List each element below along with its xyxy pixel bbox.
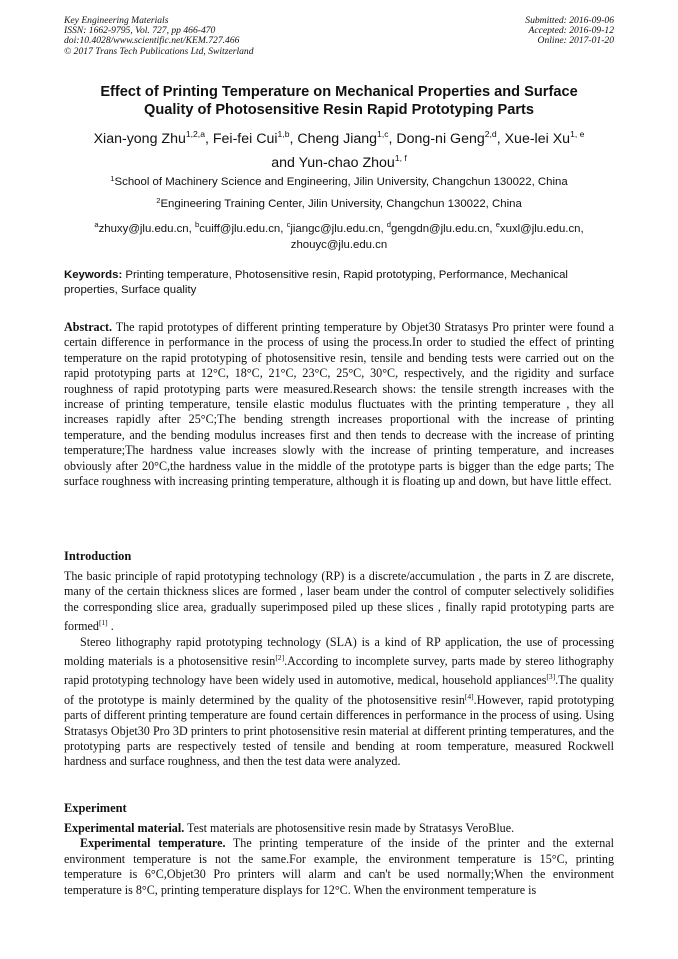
affiliation-1	[40, 172, 638, 189]
journal-info	[64, 16, 254, 57]
author-name: Cheng Jiang	[297, 131, 378, 147]
author-affil-sup: 1,b	[277, 129, 290, 139]
material-label: Experimental material.	[64, 821, 185, 835]
author-affil-sup: 1, f	[394, 153, 407, 163]
email-address: cuiff@jlu.edu.cn,	[199, 223, 287, 235]
intro-text: .However, rapid prototyping parts of different printing temperature are found certain differences in performance in the process of using. Using Stratasys Objet30 Pro 3D printers to print photosensitive resin material at different printing temperatures, and the prototyping parts are respectively tested of tensile and bending at room temperature, measured Rockwell hardness and surface roughness, and then the test data were analyzed.	[64, 692, 615, 769]
citation-ref: [4]	[464, 691, 474, 701]
email-address: jiangc@jlu.edu.cn,	[290, 223, 387, 235]
affiliation-2	[40, 194, 638, 211]
experiment-body	[64, 821, 614, 898]
intro-text: Stereo lithography rapid prototyping technology (SLA) is a kind of RP application, the use of processing molding materials is a photosensitive resin	[64, 634, 614, 669]
affiliation-text: School of Machinery Science and Engineering, Jilin University, Changchun 130022, China	[114, 176, 568, 188]
introduction-body	[64, 569, 614, 770]
intro-text: .	[107, 619, 114, 634]
journal-name: Key Engineering Materials	[64, 15, 169, 26]
publication-dates	[525, 16, 614, 47]
paper-title	[50, 83, 628, 119]
email-address: xuxl@jlu.edu.cn,	[499, 223, 584, 235]
author-separator: ,	[204, 131, 213, 147]
email-sup: b	[194, 220, 200, 229]
email-sup: e	[495, 220, 500, 229]
author-name: and Yun-chao Zhou	[271, 155, 395, 171]
introduction-heading: Introduction	[64, 549, 132, 563]
temperature-text: The printing temperature of the inside of the printer and the external environment temperature is not the same.For example, the environment temperature is 15°C, printing temperature is 6°C,Objet30 Pro printers will alarm and can't be used normally;When the environment temperature is 8°C, printing temperature displays for 12°C. When the environment temperature is	[64, 836, 614, 897]
intro-text: .The quality of the prototype is mainly determined by the quality of the photosensitive resin	[64, 673, 615, 707]
abstract	[64, 320, 614, 489]
intro-text: The basic principle of rapid prototyping technology (RP) is a discrete/accumulation , the parts in Z are discrete, many of the certain thickness slices are formed , laser beam under the control of computer selectively solidifies the corresponding slice area, gradually superimposed piled up these slices , finally rapid prototyping parts are formed	[64, 569, 614, 634]
intro-text: .According to incomplete survey, parts made by stereo lithography rapid prototyping technology have been widely used in automotive, medical, household appliances	[64, 654, 614, 688]
author-affil-sup: 1,2,a	[185, 129, 205, 139]
author-name: Xian-yong Zhu	[93, 131, 186, 147]
keywords-label: Keywords:	[64, 269, 123, 281]
author-affil-sup: 1, e	[570, 129, 585, 139]
title-line-1: Effect of Printing Temperature on Mechanical Properties and Surface	[100, 84, 578, 100]
copyright-line: © 2017 Trans Tech Publications Ltd, Switzerland	[64, 45, 254, 57]
temperature-label: Experimental temperature.	[80, 836, 226, 851]
citation-ref: [1]	[98, 618, 108, 628]
author-list	[40, 125, 638, 173]
online-date: Online: 2017-01-20	[537, 35, 614, 47]
email-sup: c	[286, 220, 291, 229]
affiliation-sup: 2	[156, 196, 161, 205]
author-name: Xue-lei Xu	[504, 131, 571, 147]
email-sup: d	[386, 220, 392, 229]
author-separator: ,	[388, 131, 397, 147]
author-name: Dong-ni Geng	[396, 131, 485, 147]
intro-paragraph-2	[64, 635, 614, 770]
email-address: zhuxy@jlu.edu.cn,	[98, 223, 195, 235]
author-name: Fei-fei Cui	[212, 131, 278, 147]
accepted-date: Accepted: 2016-09-12	[528, 25, 614, 37]
author-affil-sup: 2,d	[484, 129, 497, 139]
abstract-text: The rapid prototypes of different printing temperature by Objet30 Stratasys Pro printer were found a certain difference in performance in the process of using the process.In order to studied the effect of printing temperature on the rapid prototyping of photosensitive resin, tensile and bending tests were carried out on the rapid prototyping parts at 12°C, 18°C, 21°C, 23°C, 25°C, 30°C, respectively, and the rigidity and surface roughness of rapid prototyping parts were measured.Research shows: the tensile strength increases with the increase of printing temperature, tensile elastic modulus fluctuates with the printing temperature , they all increases rapidly after 25°C;The bending strength increases proportional with the increase of printing temperature, and the bending modulus increases first and then tends to decrease with the increase of printing temperature;The hardness value increases slowly with the increase of printing temperature, and increases obviously after 20°C,the hardness value in the middle of the prototype parts is bigger than the edge parts; The surface roughness with increasing printing temperature, although it is floating up and down, but have little effect.	[64, 320, 614, 489]
title-line-2: Quality of Photosensitive Resin Rapid Prototyping Parts	[143, 102, 535, 118]
experiment-temperature-paragraph	[64, 836, 614, 898]
email-address: zhouyc@jlu.edu.cn	[290, 239, 388, 251]
author-separator: ,	[496, 131, 505, 147]
experiment-material-paragraph	[64, 821, 614, 836]
email-address: gengdn@jlu.edu.cn,	[391, 223, 496, 235]
author-affil-sup: 1,c	[377, 129, 389, 139]
citation-ref: [3]	[546, 672, 556, 682]
affiliation-text: Engineering Training Center, Jilin University, Changchun 130022, China	[160, 198, 522, 210]
doi-line: doi:10.4028/www.scientific.net/KEM.727.466	[64, 35, 240, 47]
keywords	[64, 268, 616, 299]
email-list	[60, 217, 618, 253]
email-sup: a	[94, 220, 99, 229]
material-text: Test materials are photosensitive resin made by Stratasys VeroBlue.	[184, 821, 515, 835]
citation-ref: [2]	[275, 653, 285, 663]
intro-paragraph-1	[64, 569, 614, 635]
keywords-text: Printing temperature, Photosensitive resin, Rapid prototyping, Performance, Mechanical properties, Surface quality	[64, 269, 568, 297]
author-separator: ,	[289, 131, 298, 147]
abstract-label: Abstract.	[64, 320, 113, 334]
submitted-date: Submitted: 2016-09-06	[525, 15, 614, 26]
issn-line: ISSN: 1662-9795, Vol. 727, pp 466-470	[64, 25, 216, 37]
affiliation-sup: 1	[110, 174, 115, 183]
experiment-heading: Experiment	[64, 801, 127, 815]
